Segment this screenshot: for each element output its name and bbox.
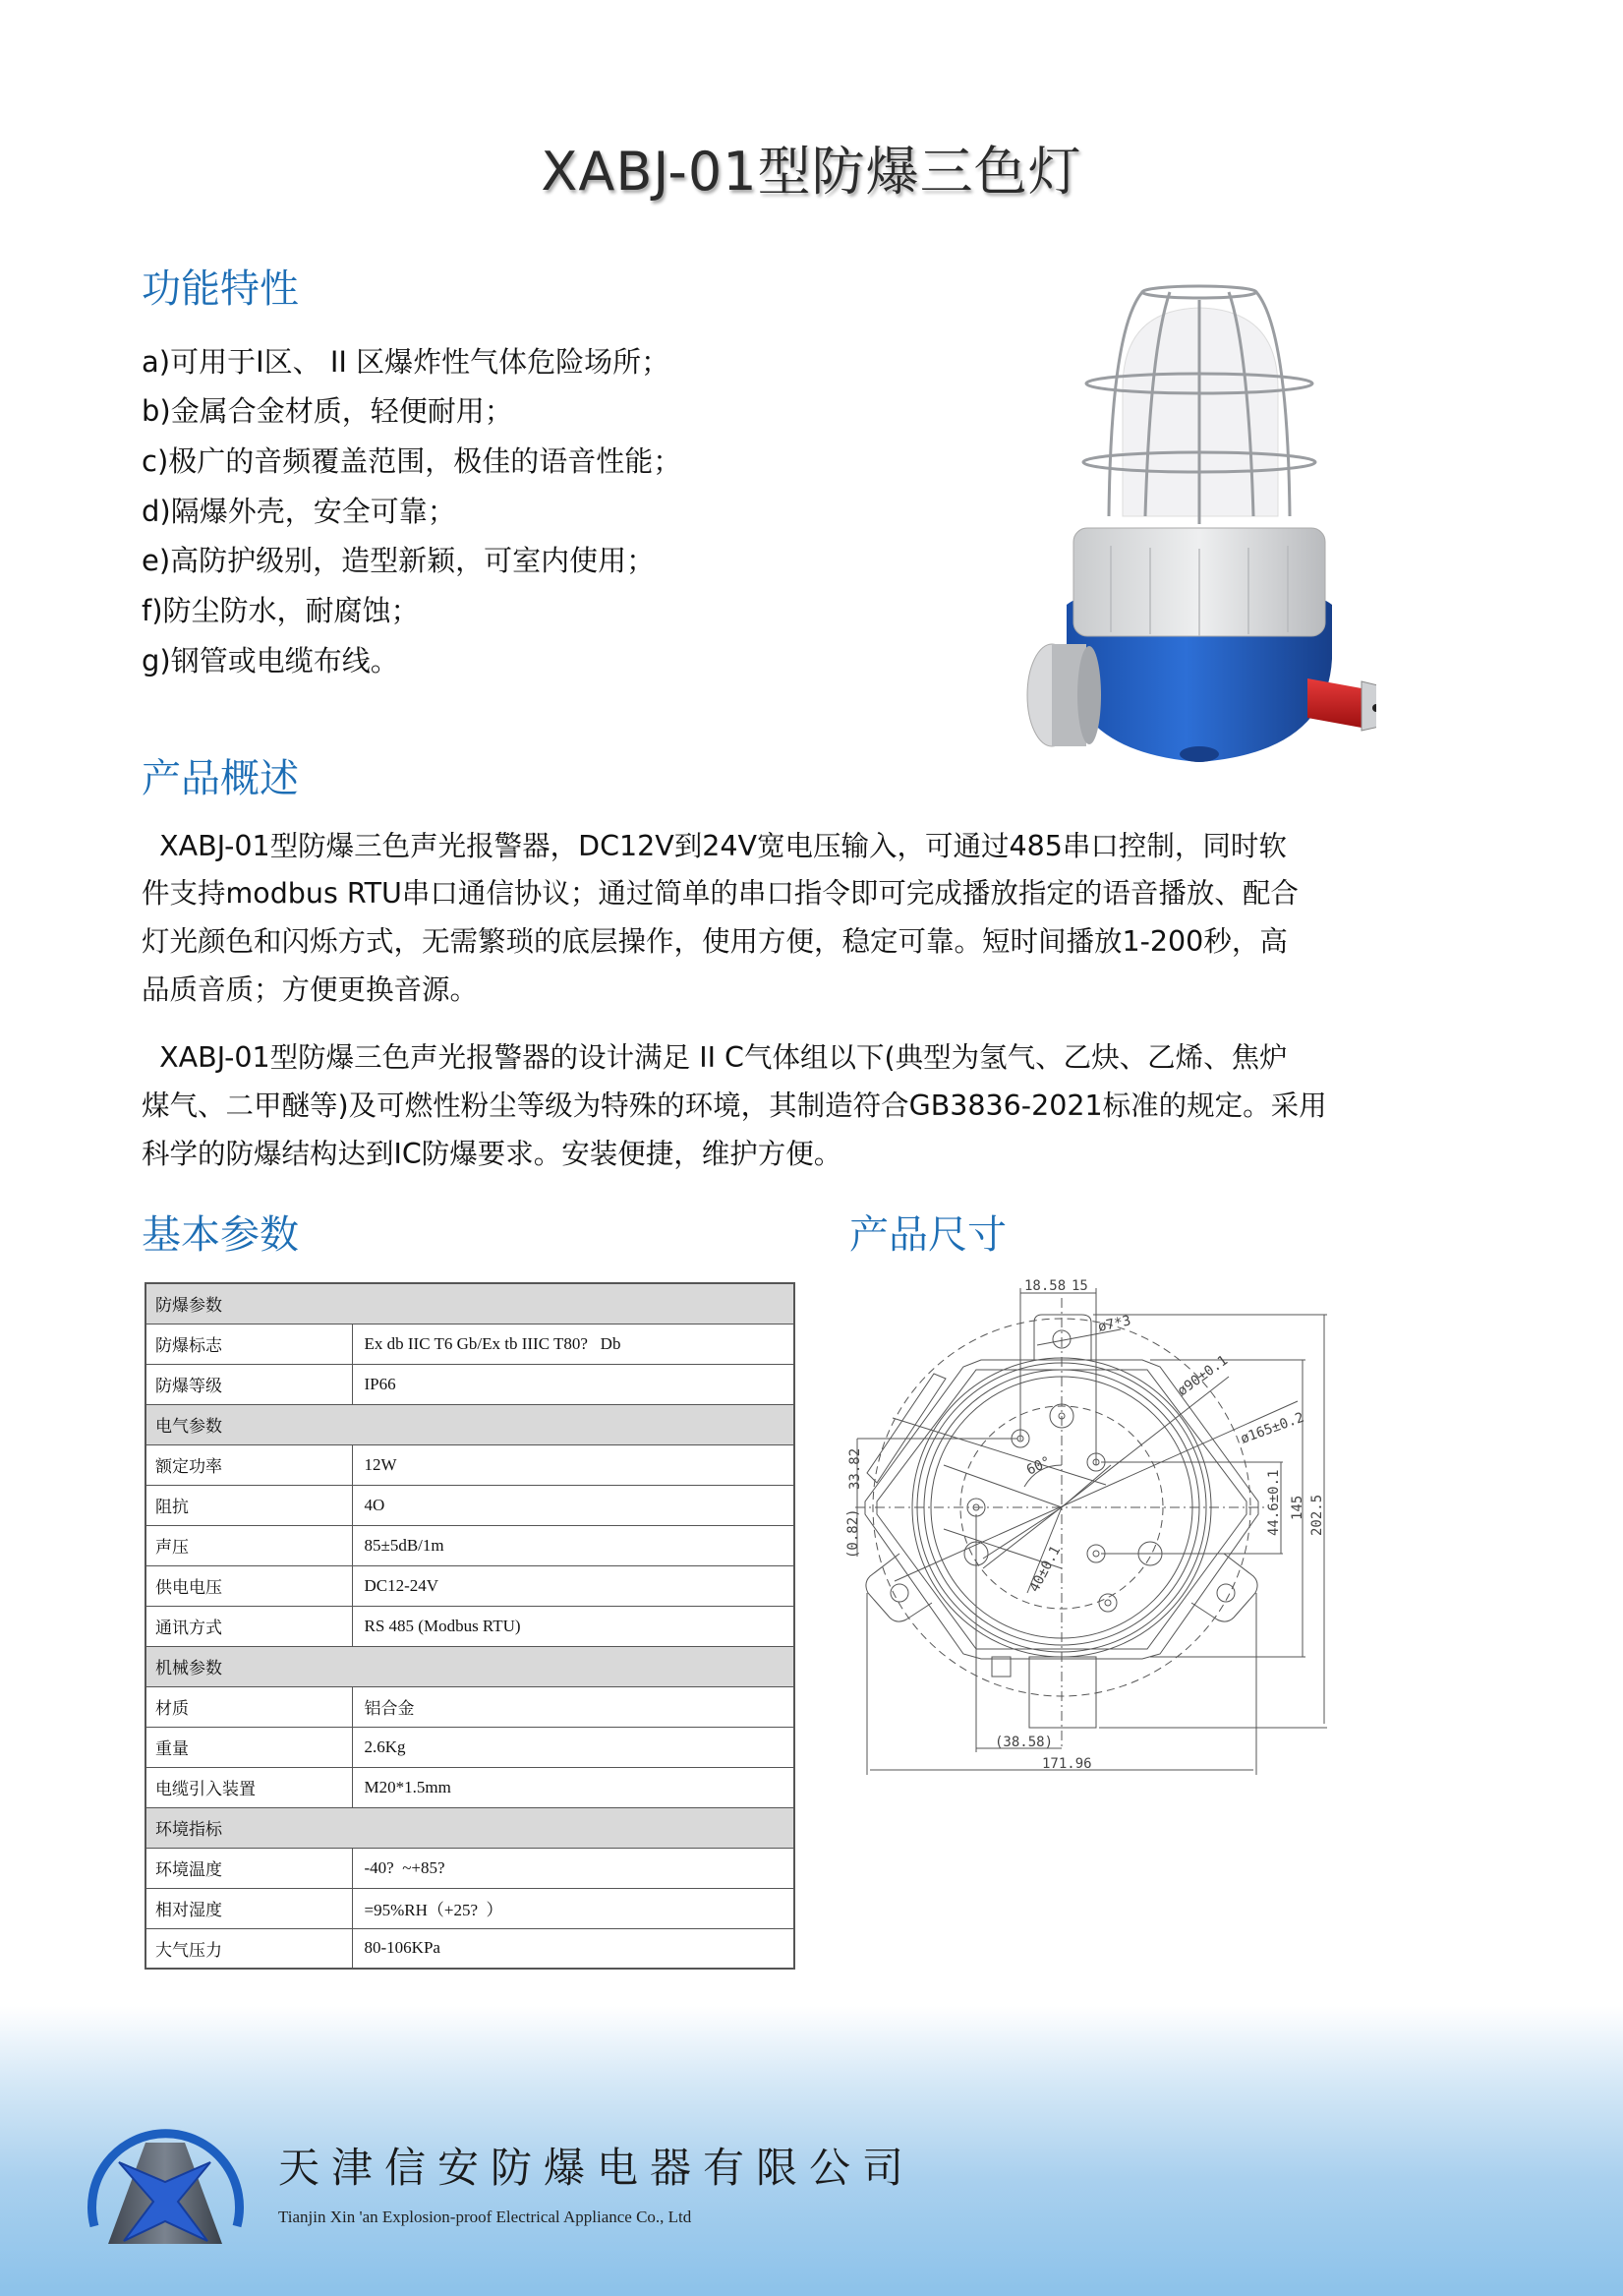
- param-label: 防爆等级: [145, 1364, 352, 1404]
- feature-item: b)金属合金材质，轻便耐用；: [142, 394, 513, 428]
- parameters-table: [145, 1282, 795, 1970]
- paragraph-line: XABJ-01型防爆三色声光报警器的设计满足 II C气体组以下(典型为氢气、乙炔、乙烯、焦炉: [142, 1041, 1288, 1074]
- param-value: DC12-24V: [352, 1565, 794, 1606]
- feature-item: g)钢管或电缆布线。: [142, 644, 399, 677]
- dimension-drawing: [836, 1268, 1524, 2035]
- paragraph-line: 件支持modbus RTU串口通信协议；通过简单的串口指令即可完成播放指定的语音播放、配合: [142, 877, 1299, 910]
- feature-item: c)极广的音频覆盖范围，极佳的语音性能；: [142, 444, 682, 478]
- table-row: [145, 1485, 794, 1525]
- param-label: 环境温度: [145, 1848, 352, 1888]
- param-value: -40? ~+85?: [352, 1848, 794, 1888]
- table-row: [145, 1686, 794, 1727]
- table-row: [145, 1928, 794, 1969]
- param-label: 材质: [145, 1686, 352, 1727]
- dim-40: 40±0.1: [1026, 1543, 1065, 1595]
- features-heading: 功能特性: [142, 266, 299, 312]
- table-row: [145, 1565, 794, 1606]
- dim-33-82: 33.82: [847, 1447, 863, 1490]
- table-section-row: [145, 1404, 794, 1444]
- param-value: 4O: [352, 1485, 794, 1525]
- overview-heading: 产品概述: [142, 756, 299, 801]
- table-row: [145, 1324, 794, 1364]
- param-label: 阻抗: [145, 1485, 352, 1525]
- dim-18-58: 18.58: [1024, 1278, 1067, 1294]
- dim-15: 15: [1072, 1278, 1088, 1294]
- section-title: 防爆参数: [145, 1283, 794, 1324]
- param-label: 供电电压: [145, 1565, 352, 1606]
- param-label: 额定功率: [145, 1444, 352, 1485]
- product-image: [1013, 270, 1376, 772]
- param-label: 声压: [145, 1525, 352, 1565]
- feature-item: d)隔爆外壳，安全可靠；: [142, 495, 456, 528]
- left-ear: [866, 1554, 932, 1621]
- param-value: IP66: [352, 1364, 794, 1404]
- company-logo: [85, 2098, 247, 2275]
- feature-item: f)防尘防水，耐腐蚀；: [142, 594, 420, 627]
- table-row: [145, 1606, 794, 1646]
- param-value: 2.6Kg: [352, 1727, 794, 1767]
- paragraph-line: 灯光颜色和闪烁方式，无需繁琐的底层操作，使用方便，稳定可靠。短时间播放1-200秒，高: [142, 925, 1288, 958]
- paragraph-line: 煤气、二甲醚等)及可燃性粉尘等级为特殊的环境，其制造符合GB3836-2021标准的规定。采用: [142, 1089, 1327, 1122]
- param-label: 电缆引入装置: [145, 1767, 352, 1807]
- section-title: 电气参数: [145, 1404, 794, 1444]
- dim-38-58: (38.58): [995, 1735, 1054, 1750]
- section-title: 机械参数: [145, 1646, 794, 1686]
- table-row: [145, 1727, 794, 1767]
- right-ear: [1191, 1554, 1257, 1621]
- feature-item: e)高防护级别，造型新颖，可室内使用；: [142, 544, 656, 577]
- table-row: [145, 1525, 794, 1565]
- table-section-row: [145, 1646, 794, 1686]
- table-row: [145, 1364, 794, 1404]
- param-value: RS 485 (Modbus RTU): [352, 1606, 794, 1646]
- param-label: 通讯方式: [145, 1606, 352, 1646]
- table-section-row: [145, 1283, 794, 1324]
- dim-171-96: 171.96: [1042, 1756, 1092, 1772]
- param-label: 防爆标志: [145, 1324, 352, 1364]
- paragraph-line: 品质音质；方便更换音源。: [142, 973, 479, 1006]
- feature-item: a)可用于I区、 II 区爆炸性气体危险场所；: [142, 345, 670, 379]
- param-value: =95%RH（+25? ）: [352, 1888, 794, 1928]
- params-heading: 基本参数: [142, 1212, 299, 1258]
- param-value: 铝合金: [352, 1686, 794, 1727]
- dim-d165: ø165±0.2: [1238, 1409, 1306, 1447]
- company-name-en: Tianjin Xin 'an Explosion-proof Electrical Appliance Co., Ltd: [278, 2208, 692, 2226]
- top-tab: [1034, 1315, 1091, 1360]
- param-value: 80-106KPa: [352, 1928, 794, 1969]
- dim-202-5: 202.5: [1309, 1494, 1325, 1536]
- company-name-cn: 天津信安防爆电器有限公司: [278, 2144, 916, 2192]
- dimensions-heading: 产品尺寸: [849, 1212, 1007, 1258]
- paragraph-line: 科学的防爆结构达到IC防爆要求。安装便捷，维护方便。: [142, 1138, 842, 1170]
- table-row: [145, 1767, 794, 1807]
- section-title: 环境指标: [145, 1807, 794, 1848]
- table-row: [145, 1444, 794, 1485]
- table-row: [145, 1848, 794, 1888]
- dim-hole: ø7*3: [1096, 1313, 1132, 1335]
- page-title: XABJ-01型防爆三色灯: [541, 141, 1082, 203]
- dim-angle: 60°: [1023, 1453, 1054, 1479]
- table-section-row: [145, 1807, 794, 1848]
- param-label: 大气压力: [145, 1928, 352, 1969]
- param-value: 85±5dB/1m: [352, 1525, 794, 1565]
- dim-0-82: (0.82): [845, 1508, 861, 1559]
- param-label: 相对湿度: [145, 1888, 352, 1928]
- param-value: 12W: [352, 1444, 794, 1485]
- table-row: [145, 1888, 794, 1928]
- param-value: Ex db IIC T6 Gb/Ex tb IIIC T80? Db: [352, 1324, 794, 1364]
- param-value: M20*1.5mm: [352, 1767, 794, 1807]
- dim-44-6: 44.6±0.1: [1266, 1469, 1282, 1536]
- dim-d90: ø90±0.1: [1174, 1352, 1232, 1400]
- dim-145: 145: [1290, 1495, 1305, 1520]
- paragraph-line: XABJ-01型防爆三色声光报警器，DC12V到24V宽电压输入，可通过485串口控制，同时软: [142, 830, 1287, 862]
- param-label: 重量: [145, 1727, 352, 1767]
